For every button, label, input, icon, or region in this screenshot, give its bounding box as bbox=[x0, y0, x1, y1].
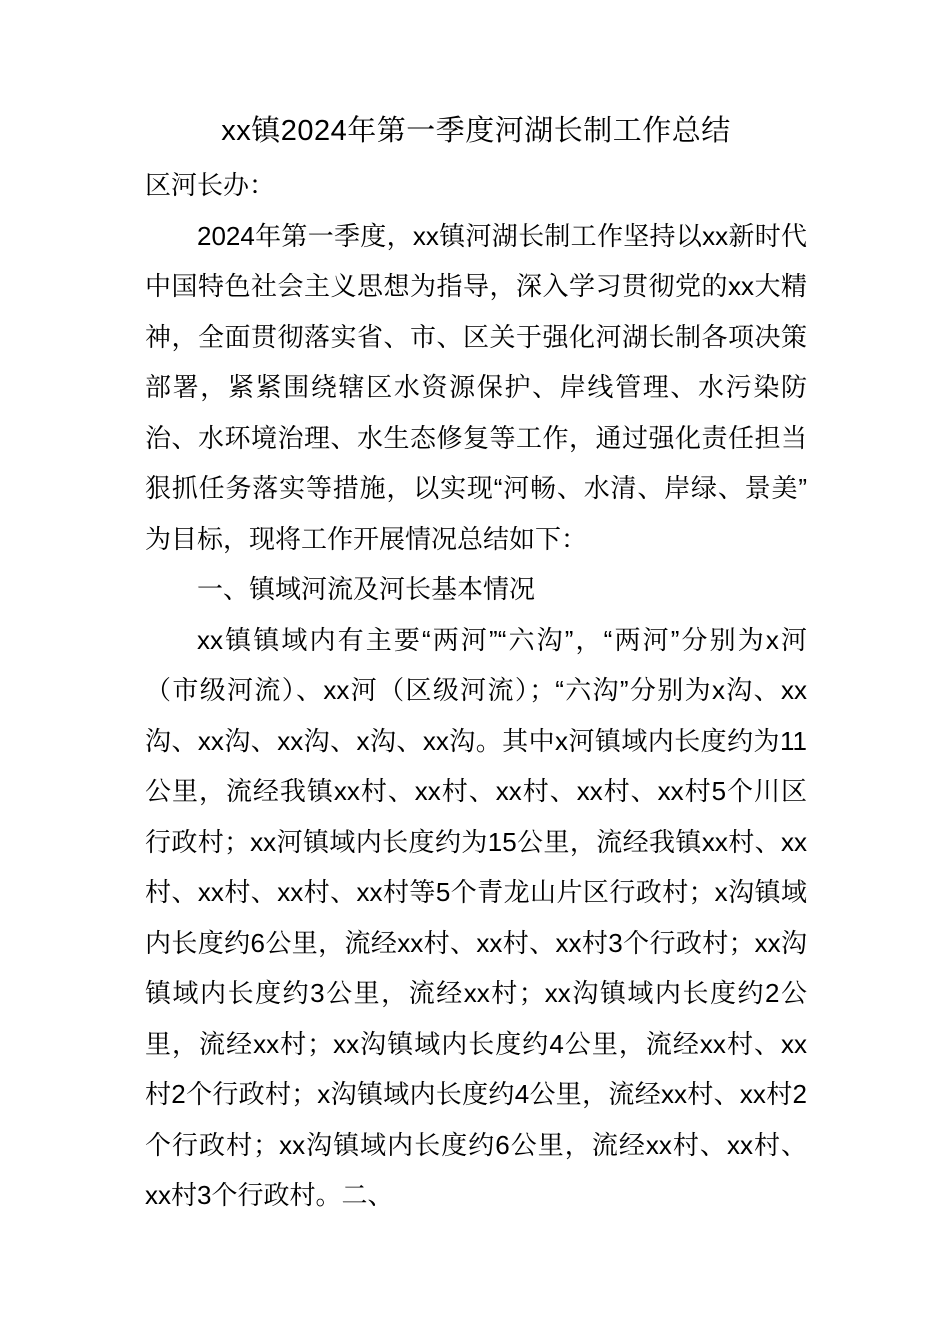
salutation-line: 区河长办： bbox=[145, 170, 276, 200]
section1-paragraph: xx镇镇域内有主要“两河”“六沟”，“两河”分别为x河（市级河流）、xx河（区级河流）；“六沟”分别为x沟、xx沟、xx沟、xx沟、x沟、xx沟。其中x河镇域内长度约为11公里，流经我镇xx村、xx村、xx村、xx村、xx村5个川区行政村；xx河镇域内长度约为15公里，流经我镇xx村、xx村、xx村、xx村、xx村等5个青龙山片区行政村；x沟镇域内长度约6公里，流经xx村、xx村、xx村3个行政村；xx沟镇域内长度约3公里，流经xx村；xx沟镇域内长度约2公里，流经xx村；xx沟镇域内长度约4公里，流经xx村、xx村2个行政村；x沟镇域内长度约4公里，流经xx村、xx村2个行政村；xx沟镇域内长度约6公里，流经xx村、xx村、xx村3个行政村。二、 bbox=[145, 624, 807, 1210]
section1-heading: 一、镇域河流及河长基本情况 bbox=[197, 574, 536, 604]
document-title: xx镇2024年第一季度河湖长制工作总结 bbox=[221, 115, 731, 147]
intro-paragraph: 2024年第一季度，xx镇河湖长制工作坚持以xx新时代中国特色社会主义思想为指导，深入学习贯彻党的xx大精神，全面贯彻落实省、市、区关于强化河湖长制各项决策部署，紧紧围绕辖区水资源保护、岸线管理、水污染防治、水环境治理、水生态修复等工作，通过强化责任担当狠抓任务落实等措施，以实现“河畅、水清、岸绿、景美”为目标，现将工作开展情况总结如下： bbox=[145, 220, 807, 554]
